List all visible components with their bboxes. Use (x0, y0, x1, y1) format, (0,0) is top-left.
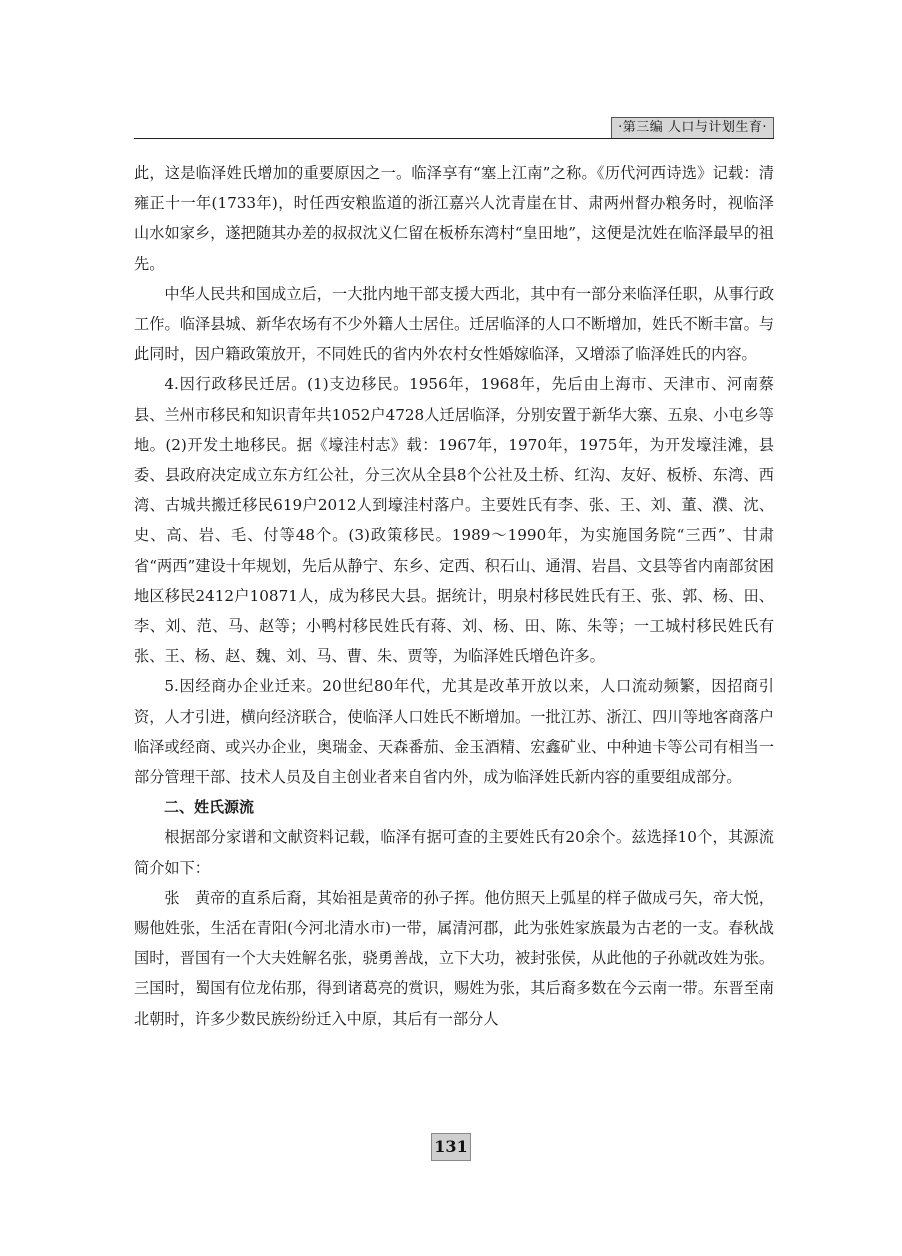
paragraph: 4.因行政移民迁居。(1)支边移民。1956年，1968年，先后由上海市、天津市、河南蔡县、兰州市移民和知识青年共1052户4728人迁居临泽，分别安置于新华大寨、五泉、小屯乡等地。(2)开发土地移民。据《壕洼村志》载：1967年，1970年，1975年，为开发壕洼滩，县委、县政府决定成立东方红公社，分三次从全县8个公社及土桥、红沟、友好、板桥、东湾、西湾、古城共搬迁移民619户2012人到壕洼村落户。主要姓氏有李、张、王、刘、董、濮、沈、史、高、岩、毛、付等48个。(3)政策移民。1989～1990年，为实施国务院“三西”、甘肃省“两西”建设十年规划，先后从静宁、东乡、定西、积石山、通渭、岩昌、文县等省内南部贫困地区移民2412户10871人，成为移民大县。据统计，明泉村移民姓氏有王、张、郭、杨、田、李、刘、范、马、赵等；小鸭村移民姓氏有蒋、刘、杨、田、陈、朱等；一工城村移民姓氏有张、王、杨、赵、魏、刘、马、曹、朱、贾等，为临泽姓氏增色许多。 (134, 375, 774, 666)
paragraph-continued: 此，这是临泽姓氏增加的重要原因之一。临泽享有“塞上江南”之称。《历代河西诗选》记载：清雍正十一年(1733年)，时任西安粮监道的浙江嘉兴人沈青崖在甘、肃两州督办粮务时，视临泽山水如家乡，遂把随其办差的叔叔沈义仁留在板桥东湾村“皇田地”，这便是沈姓在临泽最早的祖先。 (134, 164, 774, 273)
paragraph: 5.因经商办企业迁来。20世纪80年代，尤其是改革开放以来，人口流动频繁，因招商引资，人才引进，横向经济联合，使临泽人口姓氏不断增加。一批江苏、浙江、四川等地客商落户临泽或经商、或兴办企业，奥瑞金、天森番茄、金玉酒精、宏鑫矿业、中种迪卡等公司有相当一部分管理干部、技术人员及自主创业者来自省内外，成为临泽姓氏新内容的重要组成部分。 (134, 677, 774, 787)
paragraph: 根据部分家谱和文献资料记载，临泽有据可查的主要姓氏有20余个。兹选择10个，其源流简介如下： (134, 828, 774, 877)
header-rule (134, 138, 774, 139)
page-body (134, 158, 774, 1034)
running-header (134, 117, 774, 139)
section-heading: 二、姓氏源流 (164, 798, 255, 817)
paragraph: 张 黄帝的直系后裔，其始祖是黄帝的孙子挥。他仿照天上弧星的样子做成弓矢，帝大悦，赐他姓张，生活在青阳(今河北清水市)一带，属清河郡，此为张姓家族最为古老的一支。春秋战国时，晋国有一个大夫姓解名张，骁勇善战，立下大功，被封张侯，从此他的子孙就改姓为张。三国时，蜀国有位龙佑那，得到诸葛亮的赏识，赐姓为张，其后裔多数在今云南一带。东晋至南北朝时，许多少数民族纷纷迁入中原，其后有一部分人 (134, 888, 774, 1028)
page-number: 131 (431, 1133, 471, 1161)
paragraph: 中华人民共和国成立后，一大批内地干部支援大西北，其中有一部分来临泽任职，从事行政工作。临泽县城、新华农场有不少外籍人士居住。迁居临泽的人口不断增加，姓氏不断丰富。与此同时，因户籍政策放开，不同姓氏的省内外农村女性婚嫁临泽，又增添了临泽姓氏的内容。 (134, 284, 774, 364)
section-tag: ·第三编 人口与计划生育· (611, 117, 774, 139)
